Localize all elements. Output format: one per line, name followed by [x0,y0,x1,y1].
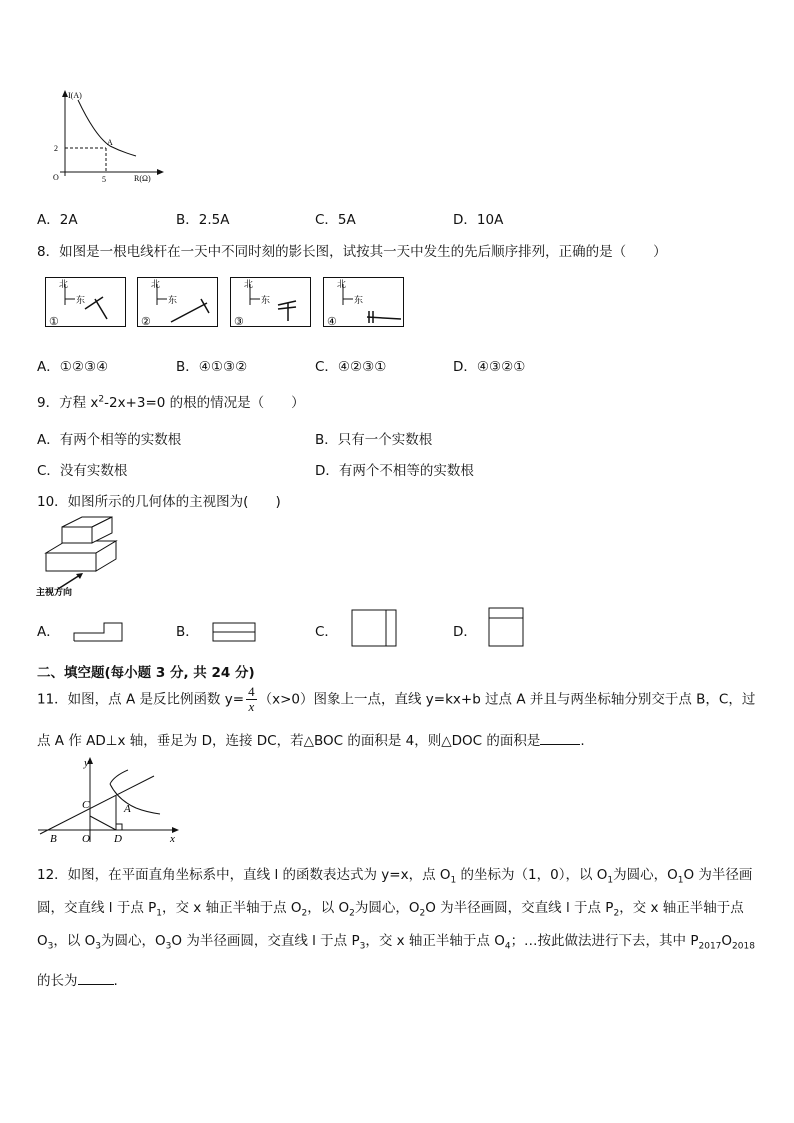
q12-line2: 圆，交直线 l 于点 $P_1$，交 x 轴正半轴于点 $O_2$，以 $O_2$为圆心，$O_2O$ 为半径画圆，交直线 l 于点 $P_2$，交 x 轴正半轴于点 [37,900,744,919]
q9-option-a[interactable]: A．有两个相等的实数根 [37,432,182,448]
q12-line1: 12．如图，在平面直角坐标系中，直线 l 的函数表达式为 y=x，点 $O_1$ 的坐标为（1，0），以 $O_1$为圆心，$O_1O$ 为半径画 [37,867,753,886]
q7-option-c[interactable]: C．5A [315,212,356,228]
q9-option-b[interactable]: B．只有一个实数根 [315,432,433,448]
section-title: 二、填空题(每小题 3 分, 共 24 分) [37,665,255,681]
q11-line1: 11．如图，点 A 是反比例函数 y= $\frac{4}{x}$ （x>0）图象上一点，直线 y=kx+b 过点 A 并且与两坐标轴分别交于点 B，C，过 [37,684,756,714]
xtick-label: 5 [102,175,106,184]
svg-text:北: 北 [244,279,254,289]
q9-option-d[interactable]: D．有两个不相等的实数根 [315,463,474,479]
q10-option-a[interactable]: A． [37,620,124,643]
q9-question: 9．方程 $x^2-2x+3=0$ 的根的情况是（ ） [37,394,305,411]
q10-question: 10．如图所示的几何体的主视图为( ) [37,494,281,510]
xlabel: R(Ω) [134,174,151,183]
q10-option-c[interactable]: C． [315,608,400,648]
arc-symbol: O [721,933,733,949]
svg-text:C: C [82,799,90,811]
svg-text:B: B [50,833,57,845]
q8-option-c[interactable]: C．④②③① [315,359,387,375]
q12-answer-blank[interactable] [78,972,114,985]
svg-text:x: x [170,833,175,845]
point-a-label: A [107,138,113,147]
q7-option-b[interactable]: B．2.5A [176,212,230,228]
svg-text:东: 东 [354,295,364,305]
svg-text:北: 北 [151,279,161,289]
q11-line2: 点 A 作 AD⊥x 轴，垂足为 D，连接 DC，若△BOC 的面积是 4，则△DOC 的面积是 . [37,733,585,749]
ytick-label: 2 [54,144,58,153]
svg-text:北: 北 [337,279,347,289]
svg-text:①: ① [49,316,59,328]
q7-option-d[interactable]: D．10A [453,212,504,228]
svg-text:东: 东 [261,295,271,305]
ylabel: I(A) [68,91,82,100]
svg-text:东: 东 [76,295,86,305]
q10-option-b[interactable]: B． [176,620,257,643]
shadow-panel-3 [231,278,311,329]
q8-option-d[interactable]: D．④③②① [453,359,526,375]
q12-line3: $O_3$，以 $O_3$为圆心，$O_3O$ 为半径画圆，交直线 l 于点 $P_3$，交 x 轴正半轴于点 $O_4$；…按此做法进行下去，其中 $P_{2017}O_{2018}$ [37,933,755,952]
svg-text:东: 东 [168,295,178,305]
q8-option-b[interactable]: B．④①③② [176,359,248,375]
q8-option-a[interactable]: A．①②③④ [37,359,109,375]
svg-text:②: ② [141,316,151,328]
q7-graph [40,88,170,192]
svg-text:北: 北 [59,279,69,289]
svg-text:D: D [114,833,122,845]
svg-text:A: A [124,803,131,815]
svg-text:O: O [82,833,90,845]
shadow-panel-2 [138,278,218,329]
svg-text:③: ③ [234,316,244,328]
q10-solid-figure [36,513,146,602]
svg-text:④: ④ [327,316,337,328]
fraction-4-over-x: $\frac{4}{x}$ [248,684,255,714]
shadow-panel-1 [46,278,126,329]
q8-panels [45,277,410,333]
q11-graph [36,756,186,850]
shadow-panel-4 [324,278,404,329]
q10-option-d[interactable]: D． [453,606,527,648]
q11-answer-blank[interactable] [540,732,580,745]
q7-option-a[interactable]: A．2A [37,212,78,228]
q12-line4: 的长为 . [37,973,118,989]
q9-option-c[interactable]: C．没有实数根 [37,463,128,479]
svg-text:y: y [84,757,89,769]
q8-question: 8．如图是一根电线杆在一天中不同时刻的影长图，试按其一天中发生的先后顺序排列，正确的是（ ） [37,244,667,260]
direction-label: 主视方向 [36,587,73,597]
origin-label: O [53,173,59,182]
